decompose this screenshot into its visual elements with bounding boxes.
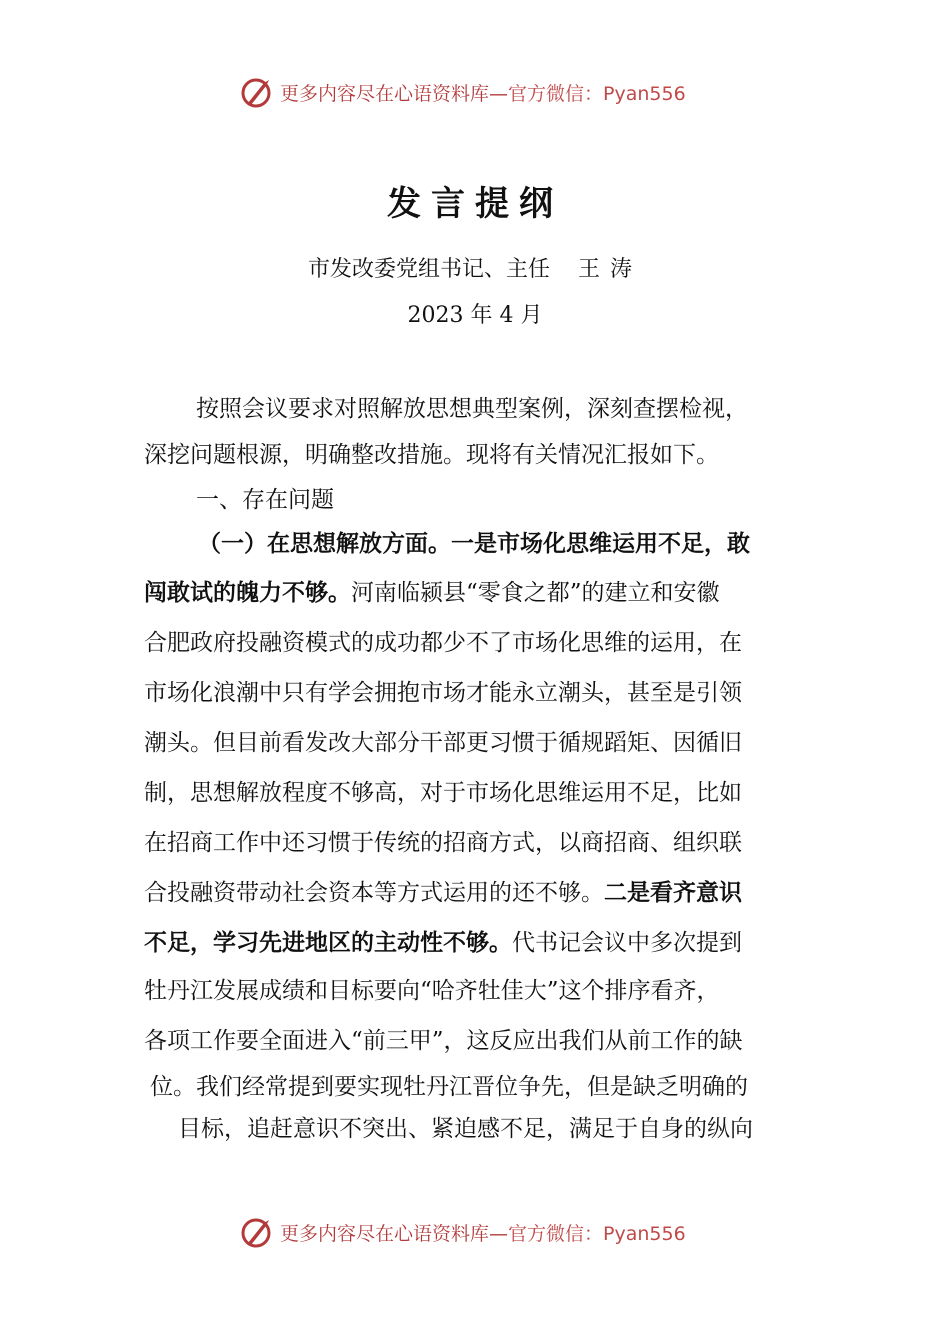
watermark-banner-bottom xyxy=(240,1212,760,1252)
paragraph-line: 市场化浪潮中只有学会拥抱市场才能永立潮头，甚至是引领 xyxy=(144,680,742,706)
paragraph-line: 各项工作要全面进入“前三甲”，这反应出我们从前工作的缺 xyxy=(144,1028,743,1054)
bold-phrase: 不足，学习先进地区的主动性不够。 xyxy=(144,930,512,956)
bold-phrase: 闯敢试的魄力不够。 xyxy=(144,580,351,606)
paragraph-line: 位。我们经常提到要实现牡丹江晋位争先，但是缺乏明确的 xyxy=(150,1074,748,1100)
paragraph-line: 目标，追赶意识不突出、紧迫感不足，满足于自身的纵向 xyxy=(178,1116,753,1142)
paragraph-line: 潮头。但目前看发改大部分干部更习惯于循规蹈矩、因循旧 xyxy=(144,730,742,756)
bold-phrase: 二是看齐意识 xyxy=(604,880,742,906)
author-line xyxy=(0,252,950,283)
author-name: 王涛 xyxy=(578,257,643,282)
author-role: 市发改委党组书记、主任 xyxy=(307,257,550,282)
pen-nib-logo-icon xyxy=(240,75,274,109)
subsection-heading: （一）在思想解放方面。一是市场化思维运用不足，敢 xyxy=(198,531,750,557)
watermark-text: 更多内容尽在心语资料库—官方微信：Pyan556 xyxy=(280,82,686,105)
paragraph-line: 不足，学习先进地区的主动性不够。代书记会议中多次提到 xyxy=(144,930,742,956)
paragraph-line: 制，思想解放程度不够高，对于市场化思维运用不足，比如 xyxy=(144,780,742,806)
paragraph-line: 牡丹江发展成绩和目标要向“哈齐牡佳大”这个排序看齐， xyxy=(144,978,720,1004)
pen-nib-logo-icon xyxy=(240,1215,274,1249)
paragraph-line: 闯敢试的魄力不够。河南临颍县“零食之都”的建立和安徽 xyxy=(144,580,720,606)
paragraph-line: 合投融资带动社会资本等方式运用的还不够。二是看齐意识 xyxy=(144,880,742,906)
section-heading: 一、存在问题 xyxy=(196,487,334,513)
watermark-text: 更多内容尽在心语资料库—官方微信：Pyan556 xyxy=(280,1222,686,1245)
paragraph-line: 在招商工作中还习惯于传统的招商方式，以商招商、组织联 xyxy=(144,830,742,856)
intro-line-1: 按照会议要求对照解放思想典型案例，深刻查摆检视， xyxy=(196,396,748,422)
document-title: 发言提纲 xyxy=(387,184,563,224)
watermark-banner-top xyxy=(240,72,760,112)
paragraph-line: 合肥政府投融资模式的成功都少不了市场化思维的运用，在 xyxy=(144,630,742,656)
intro-line-2: 深挖问题根源，明确整改措施。现将有关情况汇报如下。 xyxy=(144,442,719,468)
document-date: 2023 年 4 月 xyxy=(407,303,543,328)
